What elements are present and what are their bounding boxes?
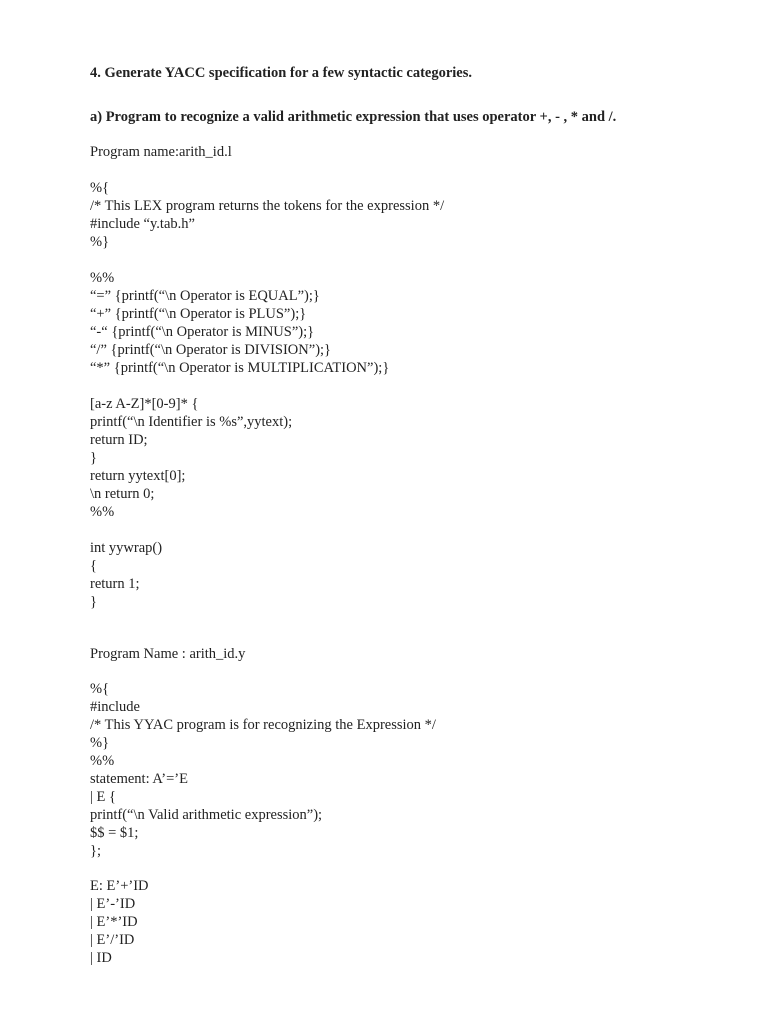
code-line: %% — [90, 753, 115, 769]
code-line: printf(“\n Identifier is %s”,yytext); — [90, 414, 293, 430]
code-line: { — [90, 558, 97, 574]
code-line: %{ — [90, 681, 110, 697]
section-heading: 4. Generate YACC specification for a few syntactic categories. — [90, 65, 472, 81]
code-line: [a-z A-Z]*[0-9]* { — [90, 396, 199, 412]
code-line: } — [90, 450, 97, 466]
code-line: \n return 0; — [90, 486, 155, 502]
code-line: %{ — [90, 180, 110, 196]
code-line: | E’-’ID — [90, 896, 136, 912]
code-line: return ID; — [90, 432, 148, 448]
code-line: statement: A’=’E — [90, 771, 188, 787]
code-line: #include “y.tab.h” — [90, 216, 195, 232]
code-line: | ID — [90, 950, 112, 966]
code-line: “*” {printf(“\n Operator is MULTIPLICATION”);} — [90, 360, 390, 376]
code-line: %} — [90, 735, 110, 751]
code-line: printf(“\n Valid arithmetic expression”); — [90, 807, 323, 823]
code-line: | E { — [90, 789, 116, 805]
code-line: } — [90, 594, 97, 610]
code-line: %% — [90, 504, 115, 520]
code-line: /* This LEX program returns the tokens for the expression */ — [90, 198, 445, 214]
code-line: “+” {printf(“\n Operator is PLUS”);} — [90, 306, 307, 322]
code-line: int yywrap() — [90, 540, 163, 556]
code-line: }; — [90, 843, 101, 859]
code-line: return yytext[0]; — [90, 468, 186, 484]
code-line: | E’/’ID — [90, 932, 135, 948]
lex-program-name: Program name:arith_id.l — [90, 144, 232, 160]
code-line: $$ = $1; — [90, 825, 139, 841]
code-line: #include — [90, 699, 140, 715]
code-line: “=” {printf(“\n Operator is EQUAL”);} — [90, 288, 320, 304]
code-line: | E’*’ID — [90, 914, 138, 930]
code-line: E: E’+’ID — [90, 878, 149, 894]
code-line: /* This YYAC program is for recognizing the Expression */ — [90, 717, 436, 733]
code-line: %} — [90, 234, 110, 250]
code-line: return 1; — [90, 576, 140, 592]
yacc-program-name: Program Name : arith_id.y — [90, 646, 246, 662]
code-line: %% — [90, 270, 115, 286]
code-line: “/” {printf(“\n Operator is DIVISION”);} — [90, 342, 332, 358]
code-line: “-“ {printf(“\n Operator is MINUS”);} — [90, 324, 315, 340]
subsection-heading: a) Program to recognize a valid arithmetic expression that uses operator +, - , * and /. — [90, 109, 617, 125]
